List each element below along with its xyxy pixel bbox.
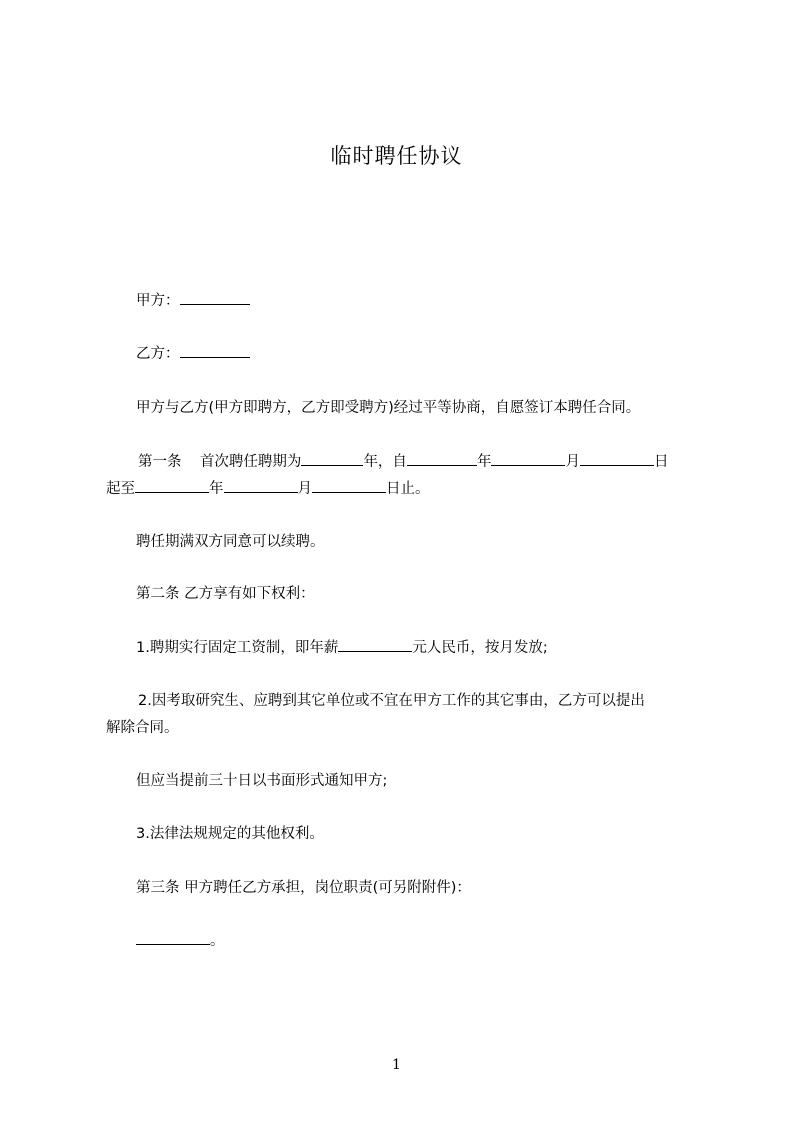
article-1-text: 日止。 <box>386 481 430 497</box>
party-a-blank <box>180 289 250 305</box>
item-1-text: 1.聘期实行固定工资制，即年薪 <box>136 640 339 656</box>
salary-blank <box>338 636 412 652</box>
end-year-blank <box>135 477 209 493</box>
article-1-line-1 <box>106 450 732 474</box>
party-a-label: 甲方： <box>136 293 180 309</box>
party-b-blank <box>180 342 250 358</box>
item-1-text: 元人民币，按月发放; <box>412 640 548 656</box>
article-2-item-3: 3.法律法规规定的其他权利。 <box>136 826 324 842</box>
term-years-blank <box>301 450 363 466</box>
article-1-text: 年 <box>476 454 492 470</box>
end-month-blank <box>224 477 298 493</box>
article-3-heading: 第三条 甲方聘任乙方承担，岗位职责(可另附附件)： <box>136 880 471 896</box>
start-month-blank <box>491 450 565 466</box>
article-1-text: 起至 <box>106 481 135 497</box>
duties-end-mark: 。 <box>210 933 225 949</box>
party-b-label: 乙方： <box>136 346 180 362</box>
article-2-item-2-line-1: 2.因考取研究生、应聘到其它单位或不宜在甲方工作的其它事由，乙方可以提出 <box>138 693 645 709</box>
article-1-label: 第一条 <box>138 454 182 470</box>
start-year-blank <box>407 450 477 466</box>
end-day-blank <box>312 477 386 493</box>
party-a-line <box>106 289 730 313</box>
article-1-line-2 <box>106 477 700 501</box>
article-2-item-2-line-2: 解除合同。 <box>106 720 179 736</box>
article-1-text: 月 <box>565 454 580 470</box>
article-2-heading: 第二条 乙方享有如下权利： <box>136 586 315 602</box>
article-1-text: 月 <box>297 481 312 497</box>
article-1-text: 日 <box>653 454 669 470</box>
party-b-line <box>106 342 730 366</box>
notice-paragraph: 但应当提前三十日以书面形式通知甲方; <box>136 773 388 789</box>
intro-paragraph: 甲方与乙方(甲方即聘方，乙方即受聘方)经过平等协商，自愿签订本聘任合同。 <box>136 400 641 416</box>
start-day-blank <box>580 450 654 466</box>
article-1-text: 年 <box>209 481 224 497</box>
article-3-duties-line <box>106 929 730 953</box>
article-1-text: 首次聘任聘期为 <box>199 454 302 470</box>
article-1-text: 年，自 <box>363 454 407 470</box>
article-2-item-1 <box>106 636 730 660</box>
document-title: 临时聘任协议 <box>330 144 463 168</box>
renewal-paragraph: 聘任期满双方同意可以续聘。 <box>136 534 325 550</box>
page-number: 1 <box>392 1057 401 1073</box>
duties-blank <box>136 929 210 945</box>
